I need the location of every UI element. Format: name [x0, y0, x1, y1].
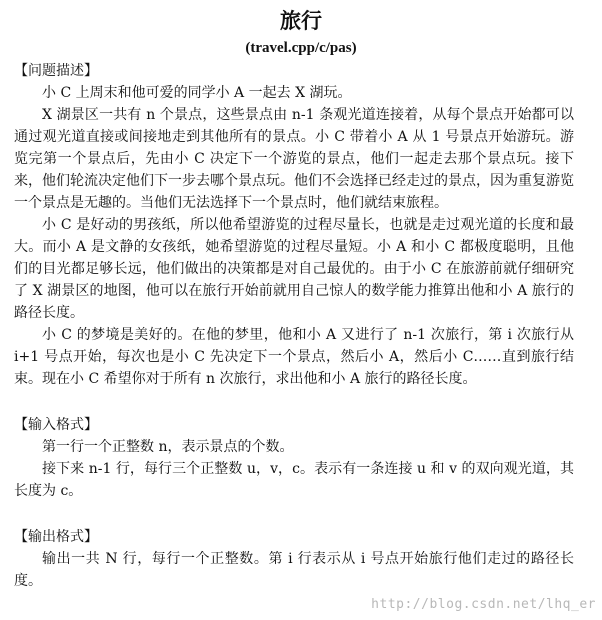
blog-watermark: http://blog.csdn.net/lhq_er [371, 597, 596, 612]
description-paragraph: 小 C 的梦境是美好的。在他的梦里，他和小 A 又进行了 n-1 次旅行，第 i 次旅行从 i+1 号点开始，每次也是小 C 先决定下一个景点，然后小 A，然后小 C……直到旅行结束。现在小 C 希望你对于所有 n 次旅行，求出他和小 A 旅行的路径长度。 [14, 327, 574, 387]
description-heading: 【问题描述】 [14, 63, 98, 79]
file-name-subtitle: (travel.cpp/c/pas) [245, 40, 357, 56]
description-paragraph: X 湖景区一共有 n 个景点，这些景点由 n-1 条观光道连接着，从每个景点开始都可以通过观光道直接或间接地走到其他所有的景点。小 C 带着小 A 从 1 号景点开始游玩。游览完第一个景点后，先由小 C 决定下一个游览的景点，他们一起走去那个景点玩。接下来，他们轮流决定他们下一步去哪个景点玩。他们不会选择已经走过的景点，因为重复游览一个景点是无趣的。当他们无法选择下一个景点时，他们就结束旅程。 [14, 107, 574, 211]
input-format-paragraph: 第一行一个正整数 n，表示景点的个数。 [42, 439, 294, 455]
description-paragraph: 小 C 是好动的男孩纸，所以他希望游览的过程尽量长，也就是走过观光道的长度和最大。而小 A 是文静的女孩纸，她希望游览的过程尽量短。小 A 和小 C 都极度聪明，且他们的目光都足够长远，他们做出的决策都是对自己最优的。由于小 C 在旅游前就仔细研究了 X 湖景区的地图，他可以在旅行开始前就用自己惊人的数学能力推算出他和小 A 旅行的路径长度。 [14, 217, 574, 321]
section-spacer [14, 502, 574, 526]
page-title: 旅行 [280, 8, 322, 33]
section-spacer [14, 390, 574, 414]
problem-document [14, 6, 574, 592]
output-format-paragraph: 输出一共 N 行，每行一个正整数。第 i 行表示从 i 号点开始旅行他们走过的路径长度。 [14, 551, 574, 589]
description-paragraph: 小 C 上周末和他可爱的同学小 A 一起去 X 湖玩。 [42, 85, 352, 101]
input-format-heading: 【输入格式】 [14, 417, 98, 433]
input-format-paragraph: 接下来 n-1 行，每行三个正整数 u，v，c。表示有一条连接 u 和 v 的双向观光道，其长度为 c。 [14, 461, 574, 499]
description-section [14, 60, 574, 390]
output-format-heading: 【输出格式】 [14, 529, 98, 545]
output-format-section [14, 526, 574, 592]
input-format-section [14, 414, 574, 502]
